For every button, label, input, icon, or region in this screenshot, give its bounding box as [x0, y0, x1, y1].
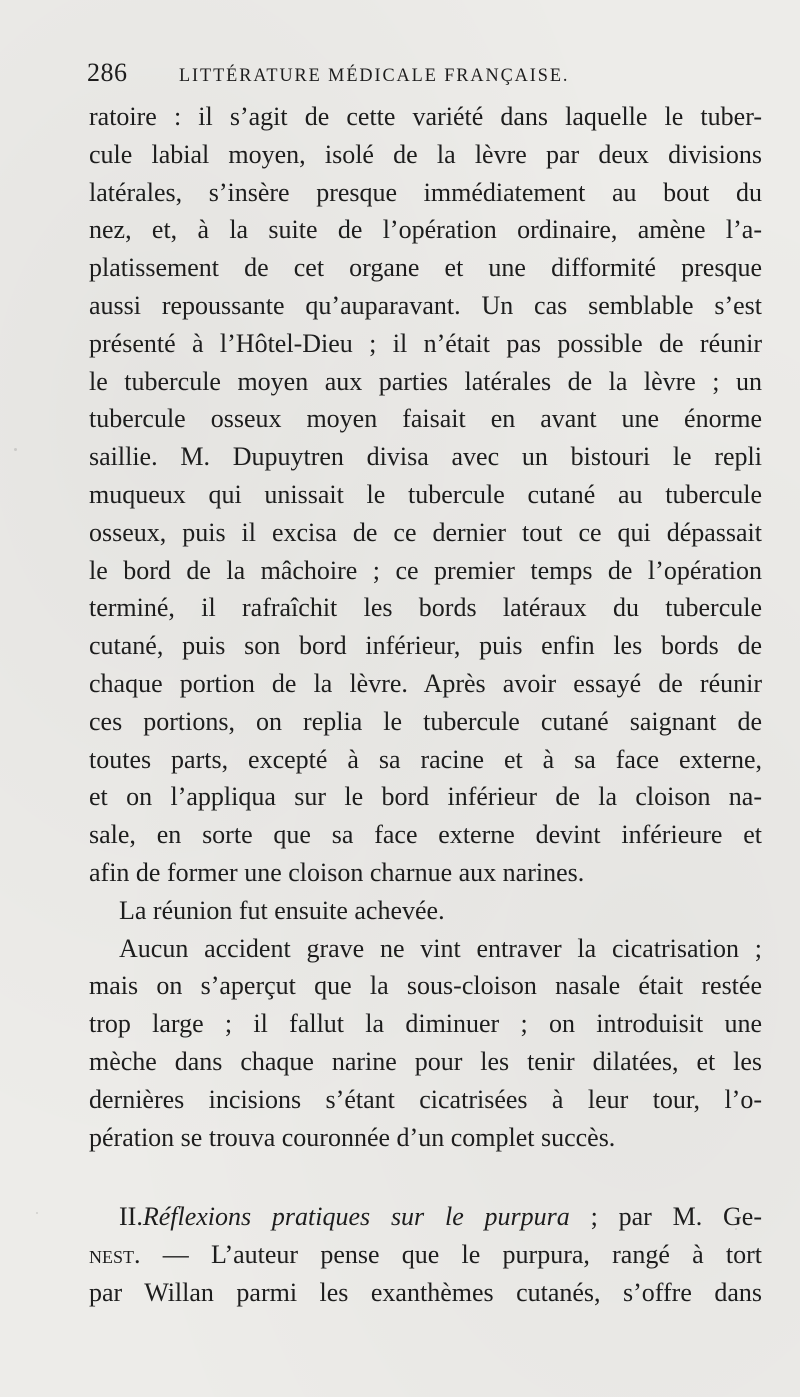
text-line: sale, en sorte que sa face externe devint inférieure et — [89, 820, 762, 850]
paragraph-reunion — [89, 892, 762, 930]
text-line: pération se trouva couronnée d’un complet succès. — [89, 1122, 616, 1152]
text-line: muqueux qui unissait le tubercule cutané au tubercule — [89, 479, 762, 509]
running-title: LITTÉRATURE MÉDICALE FRANÇAISE. — [178, 65, 569, 86]
text-line: ces portions, on replia le tubercule cutané saignant de — [89, 706, 762, 736]
text-line: dernières incisions s’étant cicatrisées à leur tour, l’o- — [89, 1084, 762, 1114]
text-line: nez, et, à la suite de l’opération ordinaire, amène l’a- — [89, 215, 762, 245]
section-ii-line-2-text: — L’auteur pense que le purpura, rangé à tort — [140, 1240, 762, 1270]
text-line: terminé, il rafraîchit les bords latéraux du tubercule — [89, 593, 762, 623]
page-number: 286 — [87, 58, 128, 87]
text-line: toutes parts, excepté à sa racine et à sa face externe, — [89, 744, 762, 774]
text-line: tubercule osseux moyen faisait en avant une énorme — [89, 404, 762, 434]
text-line: mais on s’aperçut que la sous-cloison nasale était restée — [89, 971, 762, 1001]
text-line: trop large ; il fallut la diminuer ; on introduisit une — [89, 1009, 762, 1039]
text-line: par Willan parmi les exanthèmes cutanés, s’offre dans — [89, 1277, 762, 1307]
text-line: mèche dans chaque narine pour les tenir dilatées, et les — [89, 1046, 762, 1076]
text-line: ratoire : il s’agit de cette variété dans laquelle le tuber- — [89, 102, 762, 131]
paper-speck — [14, 448, 17, 451]
paper-speck — [36, 1212, 38, 1214]
text-line: platissement de cet organe et une difformité presque — [89, 253, 762, 283]
paper-speck — [735, 1228, 737, 1230]
section-ii-heading-line — [89, 1198, 762, 1236]
text-line: et on l’appliqua sur le bord inférieur de la cloison na- — [89, 782, 762, 812]
section-ii-line-2 — [89, 1236, 762, 1274]
text-line: cule labial moyen, isolé de la lèvre par deux divisions — [89, 139, 762, 169]
paragraph-cicatrisation — [89, 930, 762, 1157]
page-header — [87, 58, 672, 92]
text-line: afin de former une cloison charnue aux narines. — [89, 857, 585, 887]
text-line: Aucun accident grave ne vint entraver la cicatrisation ; — [119, 933, 762, 963]
body-text — [89, 98, 762, 1312]
text-line: présenté à l’Hôtel-Dieu ; il n’était pas possible de réunir — [89, 328, 762, 358]
text-line: le tubercule moyen aux parties latérales de la lèvre ; un — [89, 366, 762, 396]
text-line: latérales, s’insère presque immédiatement au bout du — [89, 177, 762, 207]
text-line: osseux, puis il excisa de ce dernier tout ce qui dépassait — [89, 517, 762, 547]
text-line: La réunion fut ensuite achevée. — [119, 895, 445, 925]
author-name-end: nest. — [89, 1240, 141, 1270]
section-author-start: ; par M. Ge- — [590, 1202, 763, 1232]
section-number: II. — [119, 1202, 143, 1232]
text-line: saillie. M. Dupuytren divisa avec un bistouri le repli — [89, 442, 762, 472]
section-spacer — [89, 1156, 762, 1198]
text-line: cutané, puis son bord inférieur, puis enfin les bords de — [89, 631, 762, 661]
text-line: aussi repoussante qu’auparavant. Un cas semblable s’est — [89, 290, 762, 320]
section-ii — [89, 1198, 762, 1311]
text-line: chaque portion de la lèvre. Après avoir essayé de réunir — [89, 668, 762, 698]
text-line: le bord de la mâchoire ; ce premier temps de l’opération — [89, 555, 762, 585]
section-title: Réflexions pratiques sur le purpura — [142, 1202, 570, 1232]
paragraph-operation — [89, 98, 762, 892]
